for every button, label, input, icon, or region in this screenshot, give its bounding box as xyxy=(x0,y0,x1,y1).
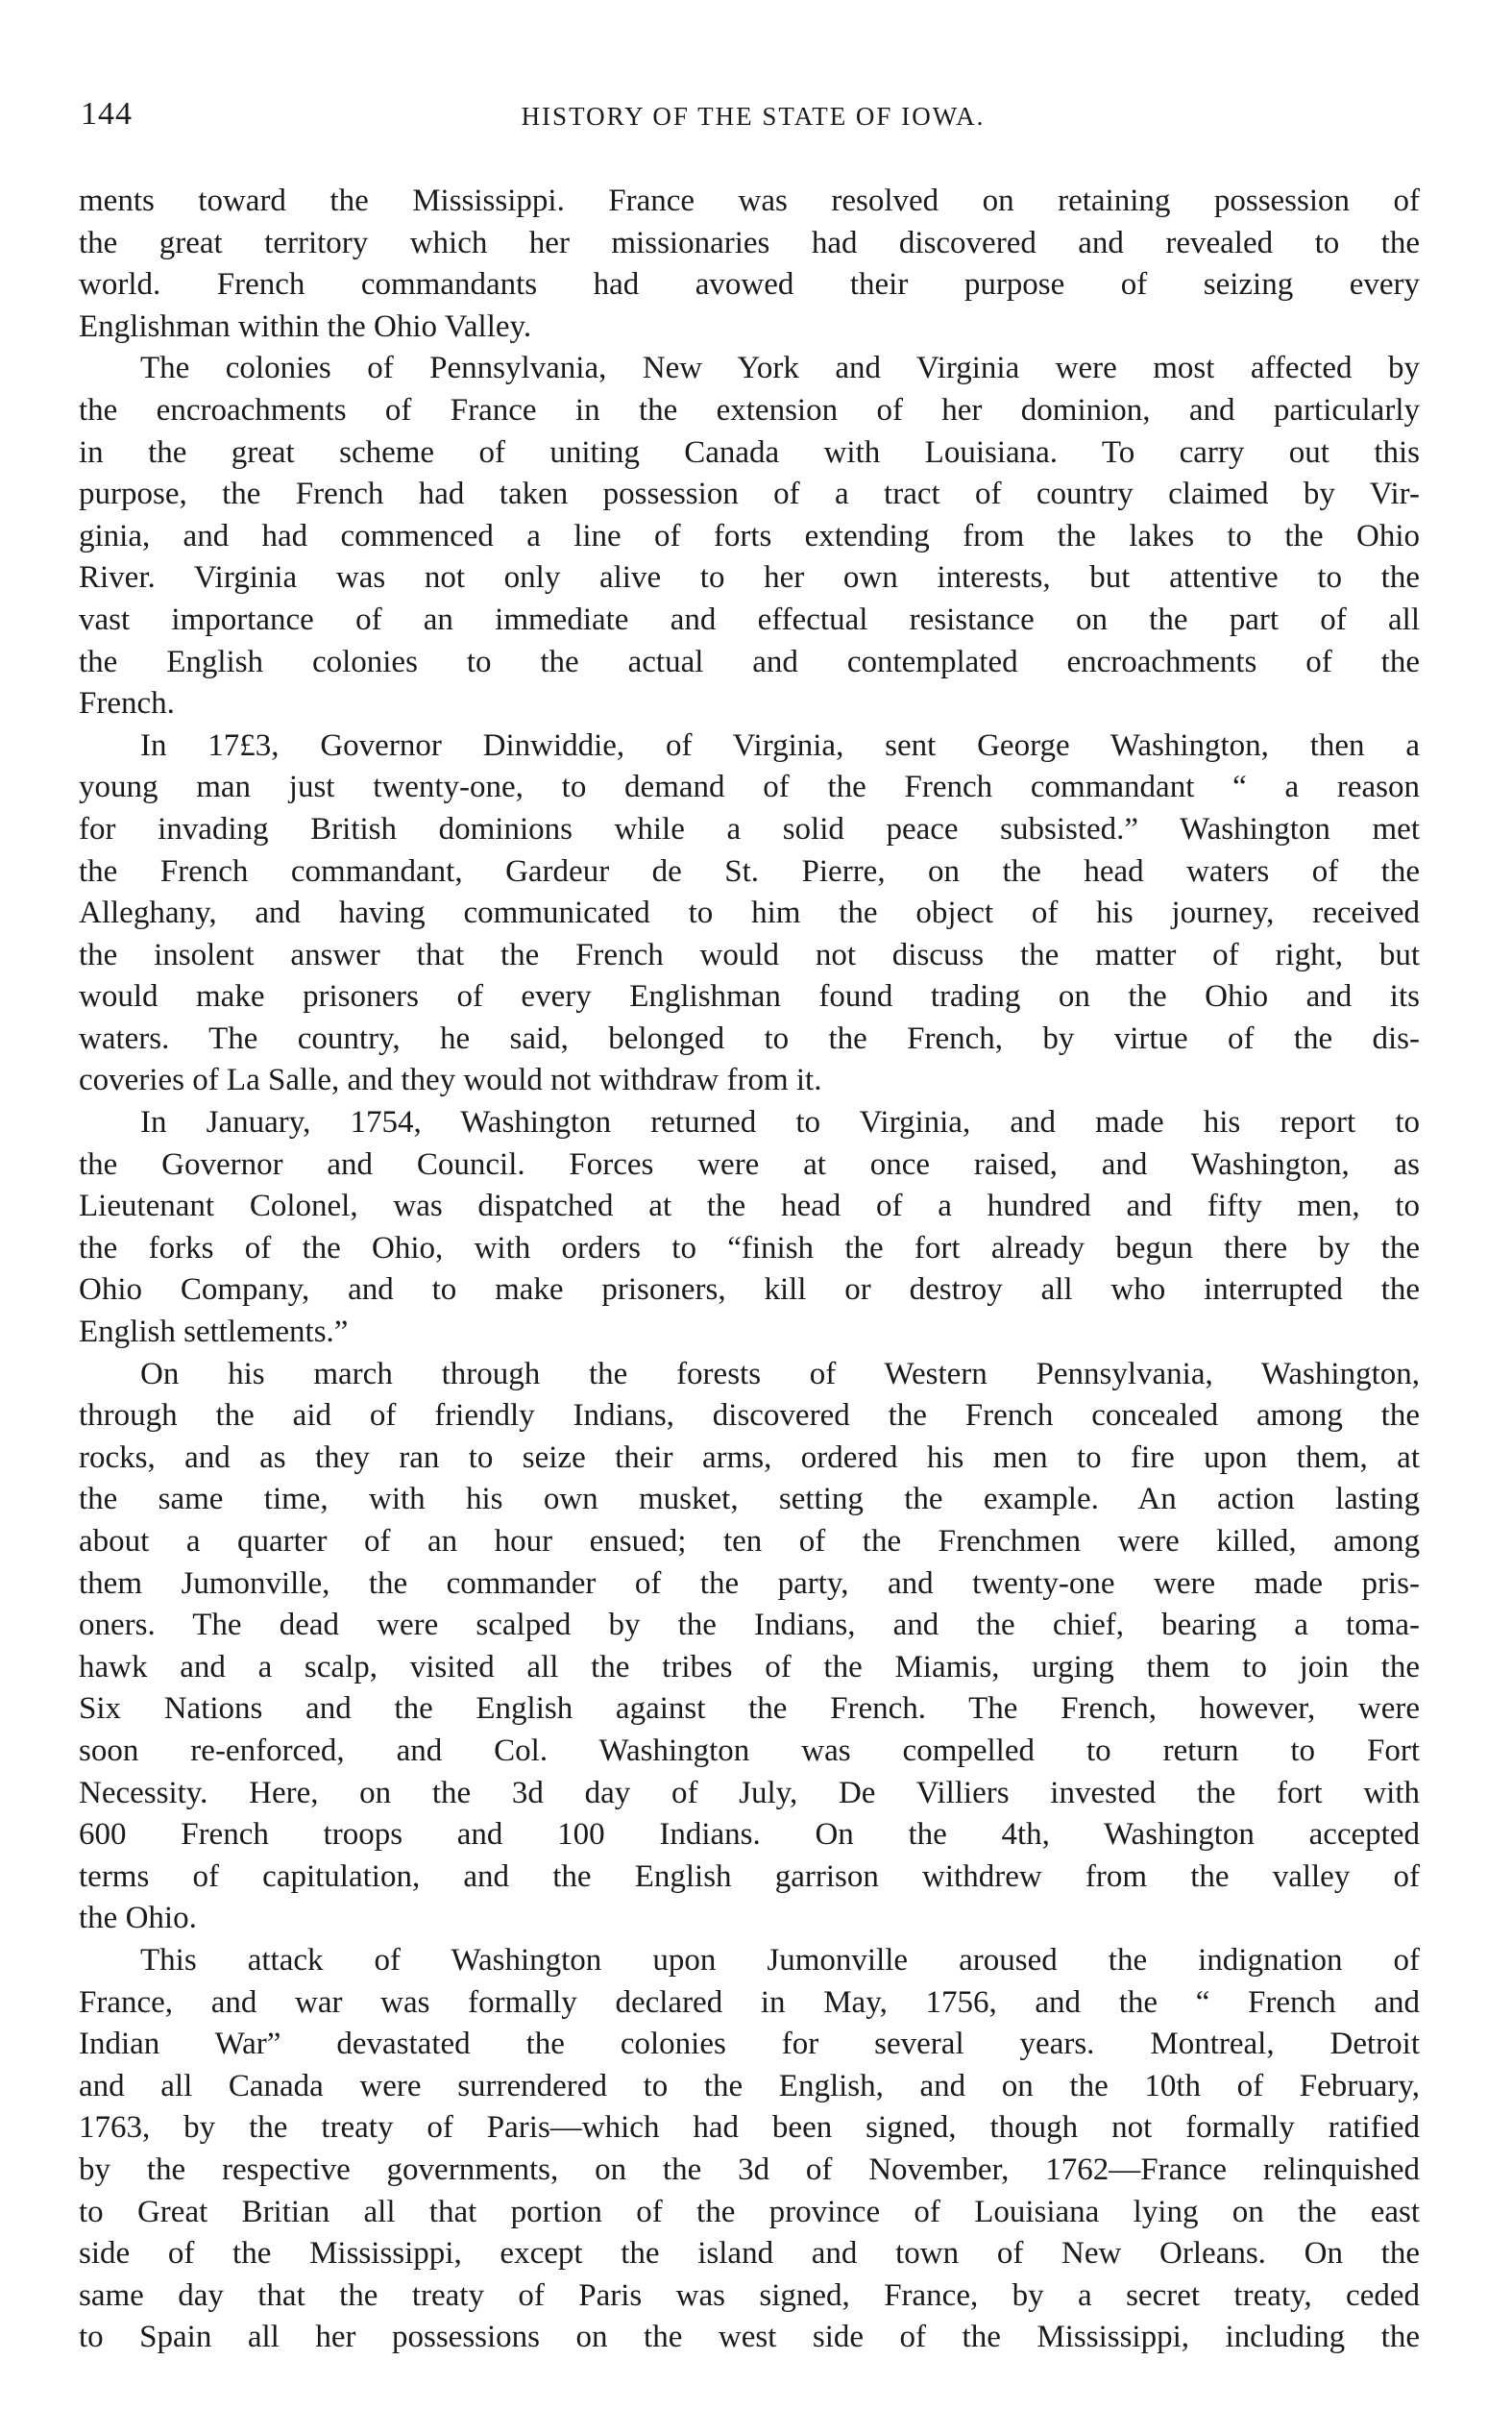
text-line: In January, 1754, Washington returned to Virginia, and made his report to xyxy=(140,1105,1420,1141)
text-line: them Jumonville, the commander of the party, and twenty-one were made pris- xyxy=(79,1565,1420,1601)
text-line: Alleghany, and having communicated to him the object of his journey, received xyxy=(79,896,1420,931)
text-line: waters. The country, he said, belonged to the French, by virtue of the dis- xyxy=(79,1020,1420,1056)
text-line: Six Nations and the English against the French. The French, however, were xyxy=(79,1691,1420,1727)
text-line: This attack of Washington upon Jumonville aroused the indignation of xyxy=(140,1942,1420,1978)
text-line: Indian War” devastated the colonies for several years. Montreal, Detroit xyxy=(79,2027,1420,2062)
text-line: purpose, the French had taken possession of a tract of country claimed by Vir- xyxy=(79,477,1420,512)
text-line: vast importance of an immediate and effectual resistance on the part of all xyxy=(79,602,1420,637)
text-line: Lieutenant Colonel, was dispatched at the head of a hundred and fifty men, to xyxy=(79,1189,1420,1224)
text-line: the insolent answer that the French would not discuss the matter of right, but xyxy=(79,937,1420,972)
text-line: Englishman within the Ohio Valley. xyxy=(79,308,532,344)
text-line: by the respective governments, on the 3d of November, 1762—France relinquished xyxy=(79,2151,1420,2187)
text-line: Ohio Company, and to make prisoners, kill or destroy all who interrupted the xyxy=(79,1272,1420,1308)
text-line: soon re-enforced, and Col. Washington was compelled to return to Fort xyxy=(79,1733,1420,1768)
text-line: the forks of the Ohio, with orders to “finish the fort already begun there by the xyxy=(79,1230,1420,1266)
text-line: 1763, by the treaty of Paris—which had been signed, though not formally ratified xyxy=(79,2110,1420,2146)
body-text xyxy=(79,181,1420,2359)
text-line: side of the Mississippi, except the island and town of New Orleans. On the xyxy=(79,2236,1420,2272)
text-line: terms of capitulation, and the English garrison withdrew from the valley of xyxy=(79,1858,1420,1894)
text-line: English settlements.” xyxy=(79,1315,349,1350)
text-line: the great territory which her missionaries had discovered and revealed to the xyxy=(79,225,1420,260)
text-line: through the aid of friendly Indians, discovered the French concealed among the xyxy=(79,1398,1420,1434)
text-line: about a quarter of an hour ensued; ten of the Frenchmen were killed, among xyxy=(79,1524,1420,1559)
paragraph xyxy=(79,725,1420,1102)
running-head xyxy=(81,96,1426,154)
text-line: young man just twenty-one, to demand of the French commandant “ a reason xyxy=(79,770,1420,805)
paragraph xyxy=(79,348,1420,725)
text-line: The colonies of Pennsylvania, New York and Virginia were most affected by xyxy=(140,351,1420,386)
text-line: for invading British dominions while a solid peace subsisted.” Washington met xyxy=(79,811,1420,847)
text-line: the encroachments of France in the extension of her dominion, and particularly xyxy=(79,392,1420,428)
text-line: ginia, and had commenced a line of forts extending from the lakes to the Ohio xyxy=(79,518,1420,553)
paragraph xyxy=(79,1102,1420,1354)
text-line: world. French commandants had avowed their purpose of seizing every xyxy=(79,267,1420,303)
text-line: to Great Britian all that portion of the province of Louisiana lying on the east xyxy=(79,2194,1420,2229)
text-line: hawk and a scalp, visited all the tribes of the Miamis, urging them to join the xyxy=(79,1649,1420,1684)
text-line: the English colonies to the actual and contemplated encroachments of the xyxy=(79,644,1420,679)
text-line: the Ohio. xyxy=(79,1901,197,1936)
text-line: the Governor and Council. Forces were at once raised, and Washington, as xyxy=(79,1146,1420,1182)
text-line: the same time, with his own musket, setting the example. An action lasting xyxy=(79,1482,1420,1517)
paragraph xyxy=(79,1354,1420,1940)
text-line: On his march through the forests of Western Pennsylvania, Washington, xyxy=(140,1356,1420,1391)
text-line: in the great scheme of uniting Canada with Louisiana. To carry out this xyxy=(79,434,1420,470)
text-line: oners. The dead were scalped by the Indians, and the chief, bearing a toma- xyxy=(79,1608,1420,1643)
text-line: ments toward the Mississippi. France was resolved on retaining possession of xyxy=(79,184,1420,218)
text-line: River. Virginia was not only alive to her own interests, but attentive to the xyxy=(79,560,1420,596)
paragraph xyxy=(79,1940,1420,2359)
text-line: to Spain all her possessions on the west side of the Mississippi, including the xyxy=(79,2320,1420,2355)
text-line: same day that the treaty of Paris was signed, France, by a secret treaty, ceded xyxy=(79,2277,1420,2313)
text-line: French. xyxy=(79,686,175,722)
text-line: would make prisoners of every Englishman found trading on the Ohio and its xyxy=(79,979,1420,1015)
text-line: the French commandant, Gardeur de St. Pierre, on the head waters of the xyxy=(79,853,1420,889)
text-line: France, and war was formally declared in May, 1756, and the “ French and xyxy=(79,1984,1420,2020)
text-line: and all Canada were surrendered to the English, and on the 10th of February, xyxy=(79,2068,1420,2103)
text-line: In 17£3, Governor Dinwiddie, of Virginia, sent George Washington, then a xyxy=(140,727,1420,763)
text-line: Necessity. Here, on the 3d day of July, De Villiers invested the fort with xyxy=(79,1775,1420,1810)
page-number: 144 xyxy=(81,96,133,132)
text-line: rocks, and as they ran to seize their arms, ordered his men to fire upon them, at xyxy=(79,1439,1420,1475)
running-title: HISTORY OF THE STATE OF IOWA. xyxy=(521,102,986,131)
text-line: coveries of La Salle, and they would not withdraw from it. xyxy=(79,1063,822,1098)
paragraph xyxy=(79,181,1420,348)
text-line: 600 French troops and 100 Indians. On the 4th, Washington accepted xyxy=(79,1817,1420,1853)
